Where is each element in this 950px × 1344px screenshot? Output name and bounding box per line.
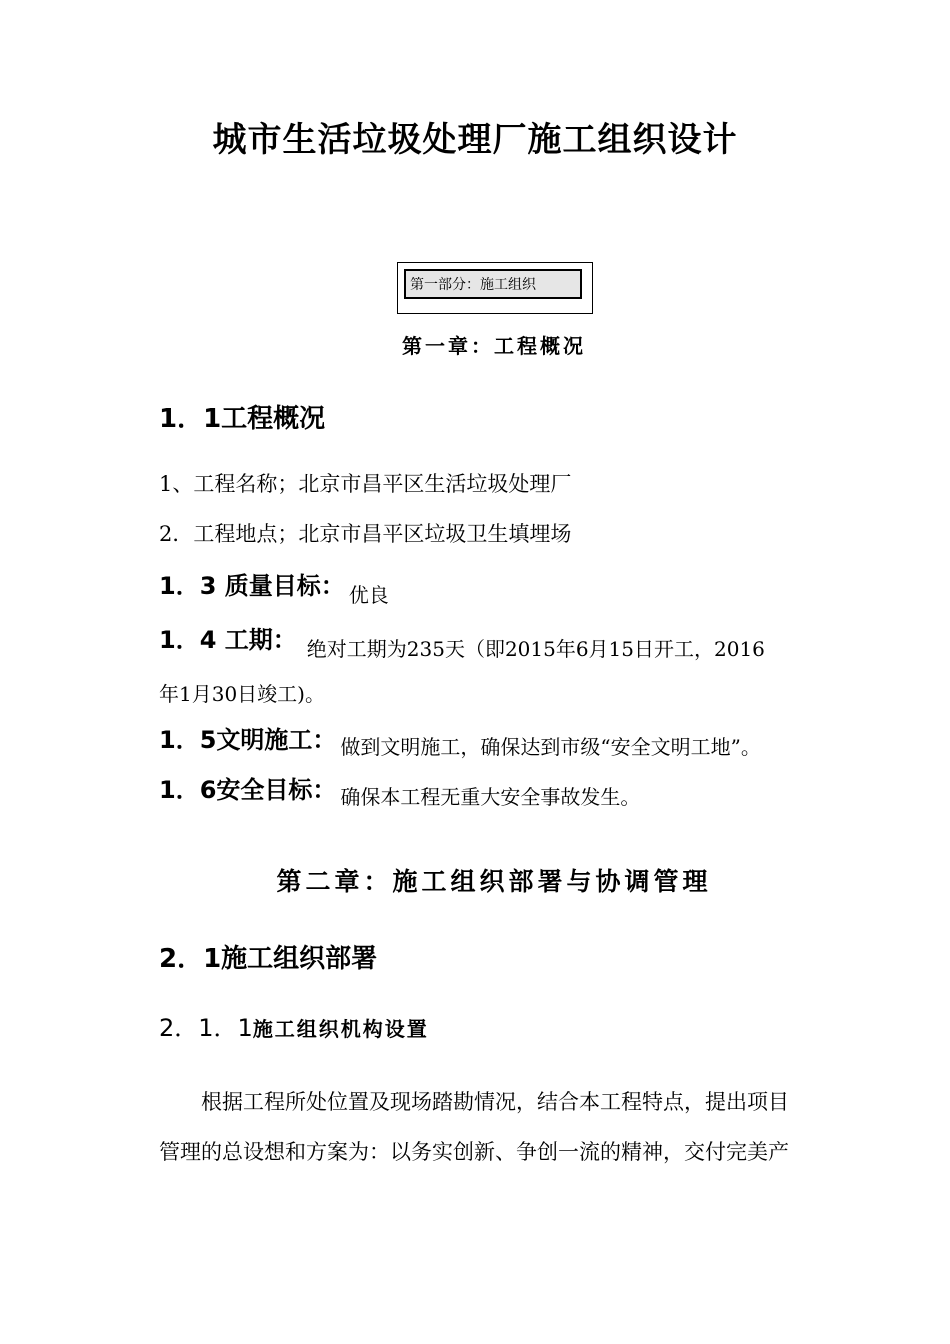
part-label: 第一部分：施工组织 [410,277,536,293]
part-label-box [397,262,593,314]
schedule-label: 1．4 工期： [159,626,297,654]
part-label-inner [404,269,582,299]
chapter-1-heading: 第一章：工程概况 [402,334,586,358]
section-1-4 [159,620,765,661]
civilized-construction-label: 1．5文明施工： [159,726,337,754]
quality-goal-label: 1．3 质量目标： [159,572,345,600]
paragraph-line-1: 根据工程所处位置及现场踏勘情况，结合本工程特点，提出项目 [201,1090,789,1114]
section-2-1-heading: 2．1施工组织部署 [159,944,378,974]
safety-goal-label: 1．6安全目标： [159,776,337,804]
section-2-1-1-heading [159,1008,429,1043]
section-1-1-heading: 1．1工程概况 [159,404,326,434]
safety-goal-value: 确保本工程无重大安全事故发生。 [340,785,641,809]
section-2-1-1-number: 2．1．1 [159,1014,253,1042]
section-1-3 [159,566,389,607]
section-1-5 [159,720,761,759]
schedule-value-line1: 绝对工期为235天（即2015年6月15日开工，2016 [306,637,765,661]
quality-goal-value: 优良 [348,583,389,607]
project-location-item: 2．工程地点；北京市昌平区垃圾卫生填埋场 [159,522,572,546]
civilized-construction-value: 做到文明施工，确保达到市级“安全文明工地”。 [340,735,761,759]
chapter-2-heading: 第二章：施工组织部署与协调管理 [276,867,712,896]
paragraph-line-2: 管理的总设想和方案为：以务实创新、争创一流的精神，交付完美产 [159,1140,789,1164]
section-1-6 [159,770,641,809]
document-title: 城市生活垃圾处理厂施工组织设计 [212,120,738,160]
section-2-1-1-title: 施工组织机构设置 [252,1017,429,1041]
project-name-item: 1、工程名称；北京市昌平区生活垃圾处理厂 [159,472,572,496]
schedule-value-line2: 年1月30日竣工)。 [159,682,325,706]
